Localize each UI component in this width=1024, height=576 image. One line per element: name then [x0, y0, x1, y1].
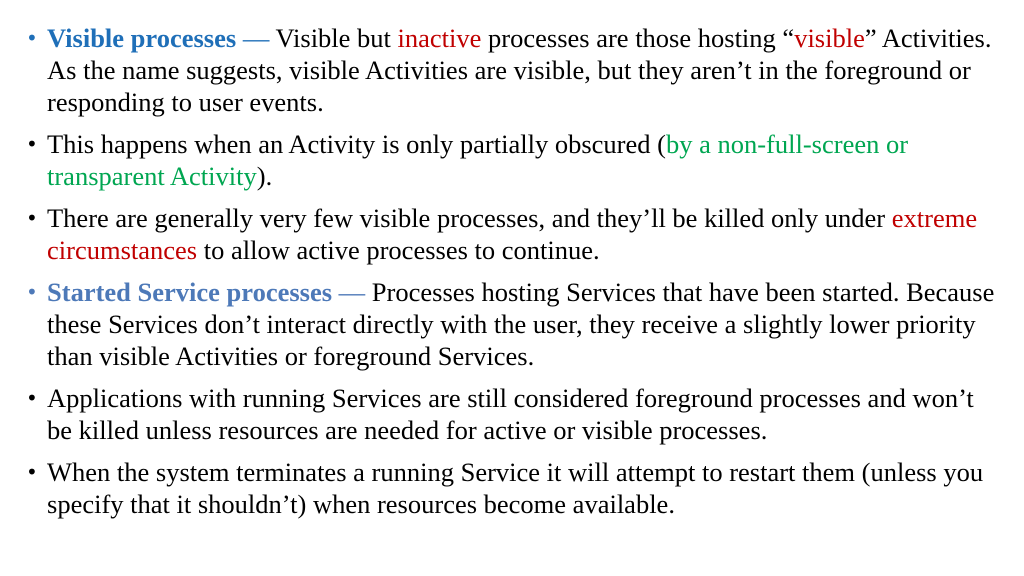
text-segment: processes are those hosting “	[481, 23, 795, 53]
text-segment: to allow active processes to continue.	[197, 235, 600, 265]
bullet-icon: •	[26, 132, 38, 156]
text-segment: This happens when an Activity is only partially obscured (	[47, 129, 666, 159]
term-visible-processes: Visible processes	[47, 23, 237, 53]
text-segment: ).	[256, 161, 273, 191]
term-started-service-processes: Started Service processes	[47, 277, 333, 307]
bullet-item-running-services	[26, 382, 1001, 446]
bullet-icon: •	[26, 386, 38, 410]
bullet-icon: •	[26, 206, 38, 230]
emphasis-non-full-screen: by a non-full-screen or transparent Activity	[47, 129, 909, 191]
bullet-item-few-visible-processes	[26, 202, 1001, 266]
bullet-icon: •	[26, 280, 38, 304]
bullet-item-restart-services	[26, 456, 1001, 520]
text-segment: Processes hosting Services that have been started. Because these Services don’t interact directly with the user, they receive a slightly lower priority than visible Activities or foreground Services.	[47, 277, 995, 371]
bullet-item-visible-processes	[26, 22, 1001, 118]
emphasis-extreme-circumstances: extreme circumstances	[47, 203, 978, 265]
bullet-icon: •	[26, 26, 38, 50]
em-dash: —	[236, 23, 276, 53]
emphasis-visible: visible	[794, 23, 865, 53]
text-segment: There are generally very few visible processes, and they’ll be killed only under	[47, 203, 892, 233]
slide-body	[26, 22, 1001, 530]
text-segment: ” Activities. As the name suggests, visible Activities are visible, but they aren’t in the foreground or responding to user events.	[47, 23, 992, 117]
bullet-item-partially-obscured	[26, 128, 1001, 192]
text-segment: When the system terminates a running Service it will attempt to restart them (unless you specify that it shouldn’t) when resources become available.	[47, 457, 984, 519]
text-segment: Visible but	[275, 23, 398, 53]
em-dash: —	[332, 277, 372, 307]
bullet-item-started-service-processes	[26, 276, 1001, 372]
emphasis-inactive: inactive	[397, 23, 482, 53]
bullet-icon: •	[26, 460, 38, 484]
text-segment: Applications with running Services are still considered foreground processes and won’t be killed unless resources are needed for active or visible processes.	[47, 383, 974, 445]
bullet-list	[26, 22, 1001, 520]
